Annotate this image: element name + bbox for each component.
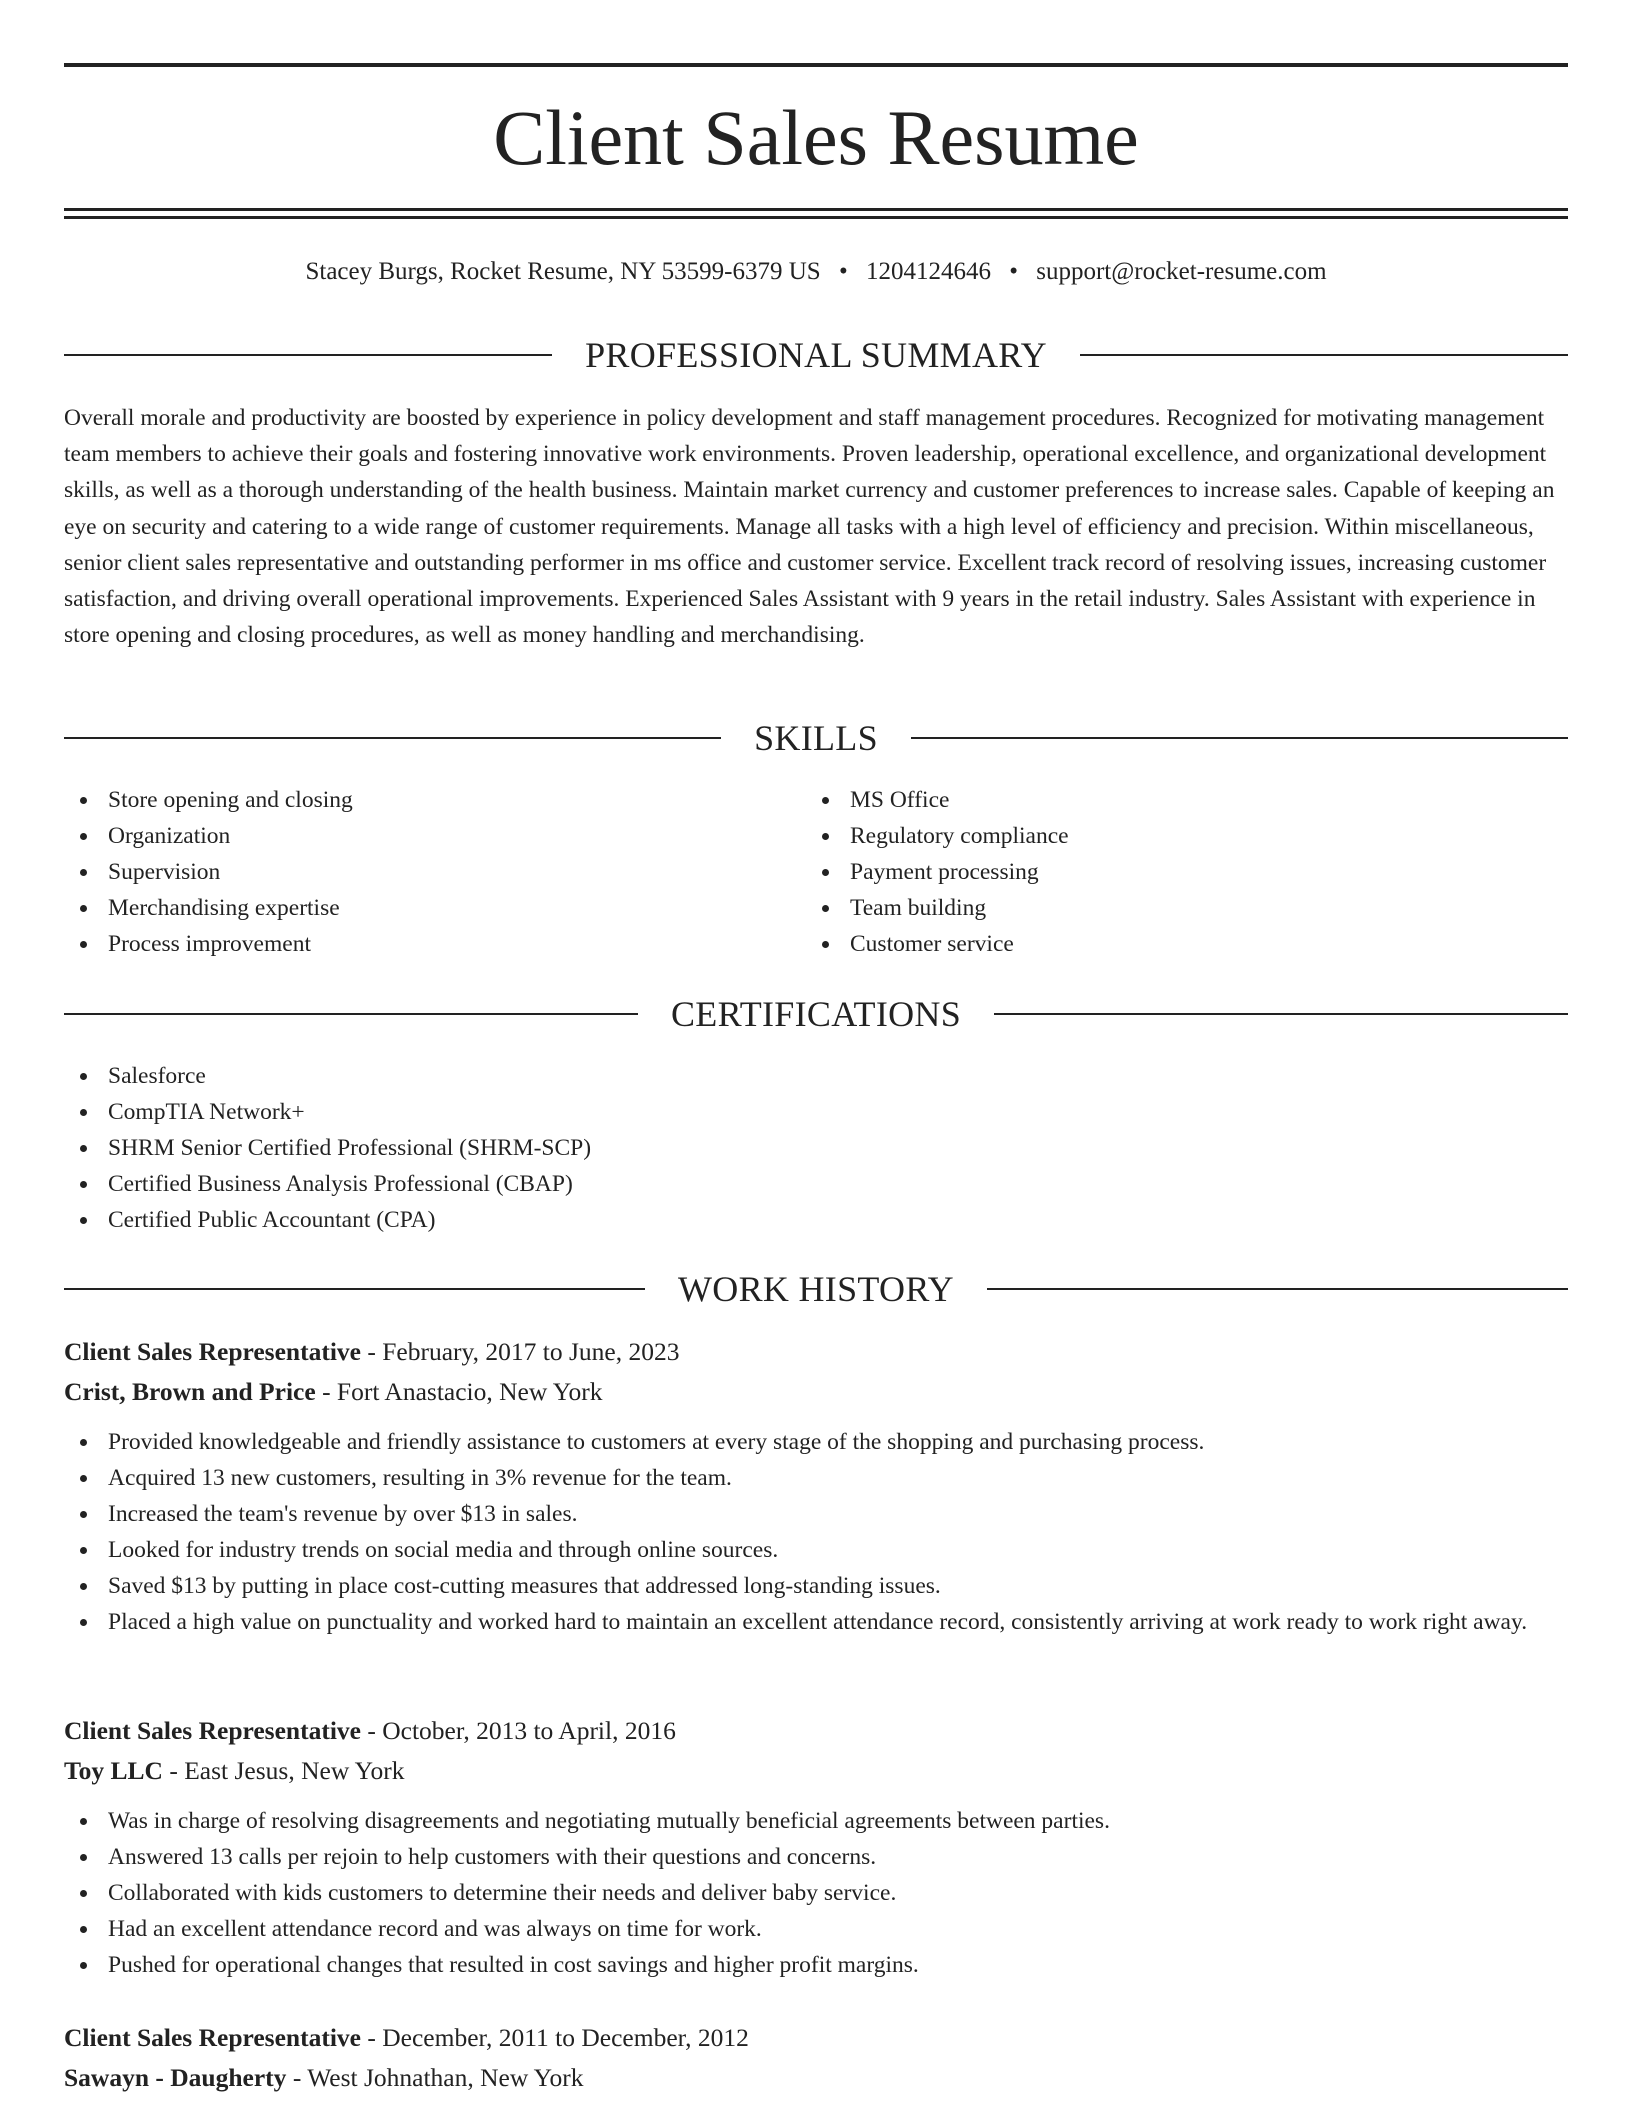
job-entry xyxy=(64,1711,1568,1983)
job-title: Client Sales Representative xyxy=(64,1716,361,1745)
job-entry xyxy=(64,1332,1568,1640)
heading-rule-right xyxy=(1080,354,1568,356)
job-company: Crist, Brown and Price xyxy=(64,1377,316,1406)
job-bullet: Answered 13 calls per rejoin to help customers with their questions and concerns. xyxy=(64,1839,1568,1875)
certification-item: Certified Business Analysis Professional (CBAP) xyxy=(64,1166,1064,1202)
job-title-line xyxy=(64,1332,1568,1372)
job-bullet: Pushed for operational changes that resulted in cost savings and higher profit margins. xyxy=(64,1947,1568,1983)
skill-item: Merchandising expertise xyxy=(64,890,804,926)
job-bullet: Collaborated with kids customers to determine their needs and deliver baby service. xyxy=(64,1875,1568,1911)
heading-rule-right xyxy=(987,1288,1568,1290)
job-bullet: Provided knowledgeable and friendly assistance to customers at every stage of the shopping and purchasing process. xyxy=(64,1424,1568,1460)
job-company: Sawayn - Daugherty xyxy=(64,2063,287,2092)
contact-email: support@rocket-resume.com xyxy=(1036,258,1327,285)
job-company: Toy LLC xyxy=(64,1756,163,1785)
job-bullet: Acquired 13 new customers, resulting in 3% revenue for the team. xyxy=(64,1460,1568,1496)
section-heading-work-history xyxy=(64,1267,1568,1311)
certification-item: Certified Public Accountant (CPA) xyxy=(64,1202,1064,1238)
job-bullet: Increased the team's revenue by over $13 in sales. xyxy=(64,1496,1568,1532)
skill-item: Team building xyxy=(806,890,1546,926)
certifications-list xyxy=(64,1058,1064,1238)
certification-item: SHRM Senior Certified Professional (SHRM-SCP) xyxy=(64,1130,1064,1166)
contact-separator: • xyxy=(838,258,848,285)
job-bullet: Was in charge of resolving disagreements and negotiating mutually beneficial agreements between parties. xyxy=(64,1803,1568,1839)
heading-rule-left xyxy=(64,737,721,739)
job-company-line xyxy=(64,1751,1568,1791)
certifications-block xyxy=(64,1058,1064,1238)
job-bullet: Saved $13 by putting in place cost-cutting measures that addressed long-standing issues. xyxy=(64,1568,1568,1604)
job-location: - East Jesus, New York xyxy=(169,1756,405,1785)
job-bullets xyxy=(64,1803,1568,1983)
section-heading-certifications xyxy=(64,992,1568,1036)
title-rule-lower xyxy=(64,216,1568,219)
certification-item: Salesforce xyxy=(64,1058,1064,1094)
job-title-line xyxy=(64,1711,1568,1751)
job-bullet: Looked for industry trends on social media and through online sources. xyxy=(64,1532,1568,1568)
job-title-line xyxy=(64,2018,1568,2058)
skills-column-left xyxy=(64,782,804,962)
skills-column-right xyxy=(806,782,1546,962)
skills-list-left xyxy=(64,782,804,962)
job-dates: - December, 2011 to December, 2012 xyxy=(367,2023,749,2052)
section-title: WORK HISTORY xyxy=(678,1269,954,1309)
skill-item: Organization xyxy=(64,818,804,854)
skill-item: Customer service xyxy=(806,926,1546,962)
job-entry xyxy=(64,2018,1568,2098)
skill-item: Store opening and closing xyxy=(64,782,804,818)
heading-rule-right xyxy=(994,1013,1568,1015)
certification-item: CompTIA Network+ xyxy=(64,1094,1064,1130)
job-bullet: Had an excellent attendance record and was always on time for work. xyxy=(64,1911,1568,1947)
job-company-line xyxy=(64,1372,1568,1412)
skill-item: Supervision xyxy=(64,854,804,890)
summary-paragraph: Overall morale and productivity are boosted by experience in policy development and staff management procedures. Recognized for motivating management team members to achieve their goals and fostering innovative work environments. Proven leadership, operational excellence, and organizational development skills, as well as a thorough understanding of the health business. Maintain market currency and customer preferences to increase sales. Capable of keeping an eye on security and catering to a wide range of customer requirements. Manage all tasks with a high level of efficiency and precision. Within miscellaneous, senior client sales representative and outstanding performer in ms office and customer service. Excellent track record of resolving issues, increasing customer satisfaction, and driving overall operational improvements. Experienced Sales Assistant with 9 years in the retail industry. Sales Assistant with experience in store opening and closing procedures, as well as money handling and merchandising. xyxy=(64,405,1555,649)
heading-rule-left xyxy=(64,1013,638,1015)
section-title: CERTIFICATIONS xyxy=(670,994,962,1034)
section-heading-summary xyxy=(64,333,1568,377)
skill-item: Payment processing xyxy=(806,854,1546,890)
job-title: Client Sales Representative xyxy=(64,1337,361,1366)
skills-list-right xyxy=(806,782,1546,962)
job-title: Client Sales Representative xyxy=(64,2023,361,2052)
heading-rule-left xyxy=(64,354,552,356)
skill-item: Process improvement xyxy=(64,926,804,962)
contact-line xyxy=(64,256,1568,288)
job-bullets xyxy=(64,1424,1568,1640)
job-dates: - February, 2017 to June, 2023 xyxy=(367,1337,680,1366)
job-bullet: Placed a high value on punctuality and worked hard to maintain an excellent attendance record, consistently arriving at work ready to work right away. xyxy=(64,1604,1568,1640)
contact-separator: • xyxy=(1009,258,1018,285)
job-company-line xyxy=(64,2058,1568,2098)
title-rule-upper xyxy=(64,208,1568,211)
contact-phone: 1204124646 xyxy=(865,258,991,285)
job-dates: - October, 2013 to April, 2016 xyxy=(367,1716,676,1745)
contact-address: Stacey Burgs, Rocket Resume, NY 53599-6379 US xyxy=(305,258,821,285)
job-location: - West Johnathan, New York xyxy=(292,2063,584,2092)
skill-item: Regulatory compliance xyxy=(806,818,1546,854)
heading-rule-left xyxy=(64,1288,645,1290)
top-rule xyxy=(64,63,1568,67)
job-location: - Fort Anastacio, New York xyxy=(322,1377,603,1406)
heading-rule-right xyxy=(911,737,1568,739)
resume-title: Client Sales Resume xyxy=(493,94,1139,181)
section-title: PROFESSIONAL SUMMARY xyxy=(585,335,1047,375)
section-title: SKILLS xyxy=(754,718,878,758)
skill-item: MS Office xyxy=(806,782,1546,818)
section-heading-skills xyxy=(64,716,1568,760)
